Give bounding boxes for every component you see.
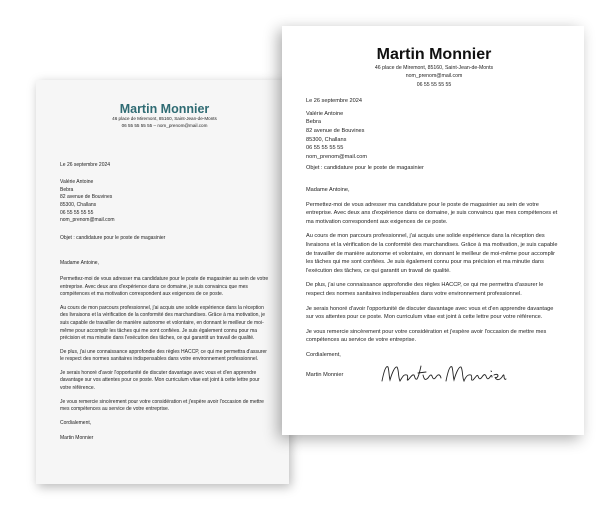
letter-date: Le 26 septembre 2024 — [306, 98, 362, 105]
recipient-name: Valérie Antoine — [306, 110, 344, 117]
sender-contact-line: 06 55 55 55 55 – nom_prenom@mail.com — [121, 122, 208, 128]
recipient-email: nom_prenom@mail.com — [60, 217, 115, 224]
letter-closing: Cordialement, — [306, 351, 341, 358]
letter-page-back — [36, 80, 289, 484]
recipient-company: Bebra — [60, 186, 74, 193]
recipient-block — [306, 110, 562, 162]
signer-name: Martin Monnier — [60, 435, 94, 442]
letter-subject: Objet : candidature pour le poste de magasinier — [306, 165, 424, 172]
body-paragraph: De plus, j'ai une connaissance approfondie des règles HACCP, ce qui me permettra d'assurer le respect des normes sanitaires indispensables dans votre environnement professionnel. — [306, 282, 544, 297]
letter-closing: Cordialement, — [60, 419, 92, 426]
sender-address: 46 place de Miremont, 85160, Saint-Jean-de-Monts — [374, 65, 494, 71]
recipient-city: 85300, Challans — [60, 201, 97, 208]
sender-name: Martin Monnier — [119, 102, 210, 116]
letter-salutation: Madame Antoine, — [60, 260, 99, 267]
recipient-company: Bebra — [306, 119, 321, 126]
letter-page-front — [282, 26, 584, 435]
handwritten-signature — [378, 361, 508, 387]
recipient-phone: 06 55 55 55 55 — [60, 209, 94, 216]
letter-subject: Objet : candidature pour le poste de magasinier — [60, 234, 166, 241]
letter-body — [306, 201, 562, 345]
body-paragraph: De plus, j'ai une connaissance approfondie des règles HACCP, ce qui me permettra d'assurer le respect des normes sanitaires indispensables dans votre environnement professionnel. — [60, 348, 267, 363]
body-paragraph: Je serais honoré d'avoir l'opportunité de discuter davantage avec vous et d'en apprendre davantage sur vos attentes pour ce poste. Mon curriculum vitae est joint à cette lettre pour votre référence. — [306, 305, 554, 321]
body-paragraph: Permettez-moi de vous adresser ma candidature pour le poste de magasinier au sein de votre entreprise. Avec deux ans d'expérience dans ce domaine, je suis convaincu que mes compétences et ma motivation correspondent aux exigences de ce poste. — [60, 275, 269, 298]
signature-row — [306, 359, 562, 389]
body-paragraph: Au cours de mon parcours professionnel, j'ai acquis une solide expérience dans la réception des livraisons et la vérification de la conformité des marchandises. Grâce à ma motivation, je suis capable de travailler de manière autonome et volontaire, en donnant le meilleur de moi-même pour accomplir les tâches qui me sont confiées. Je suis également connu pour ma précision et ma minutie dans l'exécution des tâches, ce qui garantit un travail de qualité. — [60, 304, 266, 342]
body-paragraph: Je serais honoré d'avoir l'opportunité de discuter davantage avec vous et d'en apprendre davantage sur vos attentes pour ce poste. Mon curriculum vitae est joint à cette lettre pour votre référence. — [60, 369, 260, 392]
recipient-name: Valérie Antoine — [60, 179, 94, 186]
recipient-phone: 06 55 55 55 55 — [306, 145, 344, 152]
recipient-city: 85300, Challans — [306, 136, 347, 143]
letter-salutation: Madame Antoine, — [306, 186, 350, 193]
body-paragraph: Je vous remercie sincèrement pour votre considération et j'espère avoir l'occasion de mettre mes compétences au service de votre entreprise. — [306, 328, 547, 344]
sender-name: Martin Monnier — [376, 46, 492, 63]
sender-phone: 06 55 55 55 55 — [416, 81, 452, 88]
body-paragraph: Permettez-moi de vous adresser ma candidature pour le poste de magasinier au sein de votre entreprise. Avec deux ans d'expérience dans ce domaine, je suis convaincu que mes compétences et ma motivation correspondent aux exigences de ce poste. — [306, 201, 558, 225]
body-paragraph: Je vous remercie sincèrement pour votre considération et j'espère avoir l'occasion de mettre mes compétences au service de votre entreprise. — [60, 398, 264, 413]
letter-body — [60, 276, 269, 414]
recipient-email: nom_prenom@mail.com — [306, 153, 368, 160]
recipient-street: 82 avenue de Bouvines — [60, 194, 113, 201]
body-paragraph: Au cours de mon parcours professionnel, j'ai acquis une solide expérience dans la réception des livraisons et la vérification de la conformité des marchandises. Grâce à ma motivation, je suis capable de travailler de manière autonome et volontaire, en donnant le meilleur de moi-même pour accomplir les tâches qui me sont confiées. Je suis également connu pour ma précision et ma minutie dans l'exécution des tâches, ce qui garantit un travail de qualité. — [306, 233, 558, 274]
recipient-street: 82 avenue de Bouvines — [306, 128, 365, 134]
signer-name: Martin Monnier — [306, 372, 344, 379]
recipient-block — [60, 179, 269, 225]
letter-date: Le 26 septembre 2024 — [60, 161, 111, 168]
sender-address: 46 place de Miremont, 85160, Saint-Jean-de-Monts — [112, 116, 217, 121]
sender-email: nom_prenom@mail.com — [405, 73, 463, 80]
